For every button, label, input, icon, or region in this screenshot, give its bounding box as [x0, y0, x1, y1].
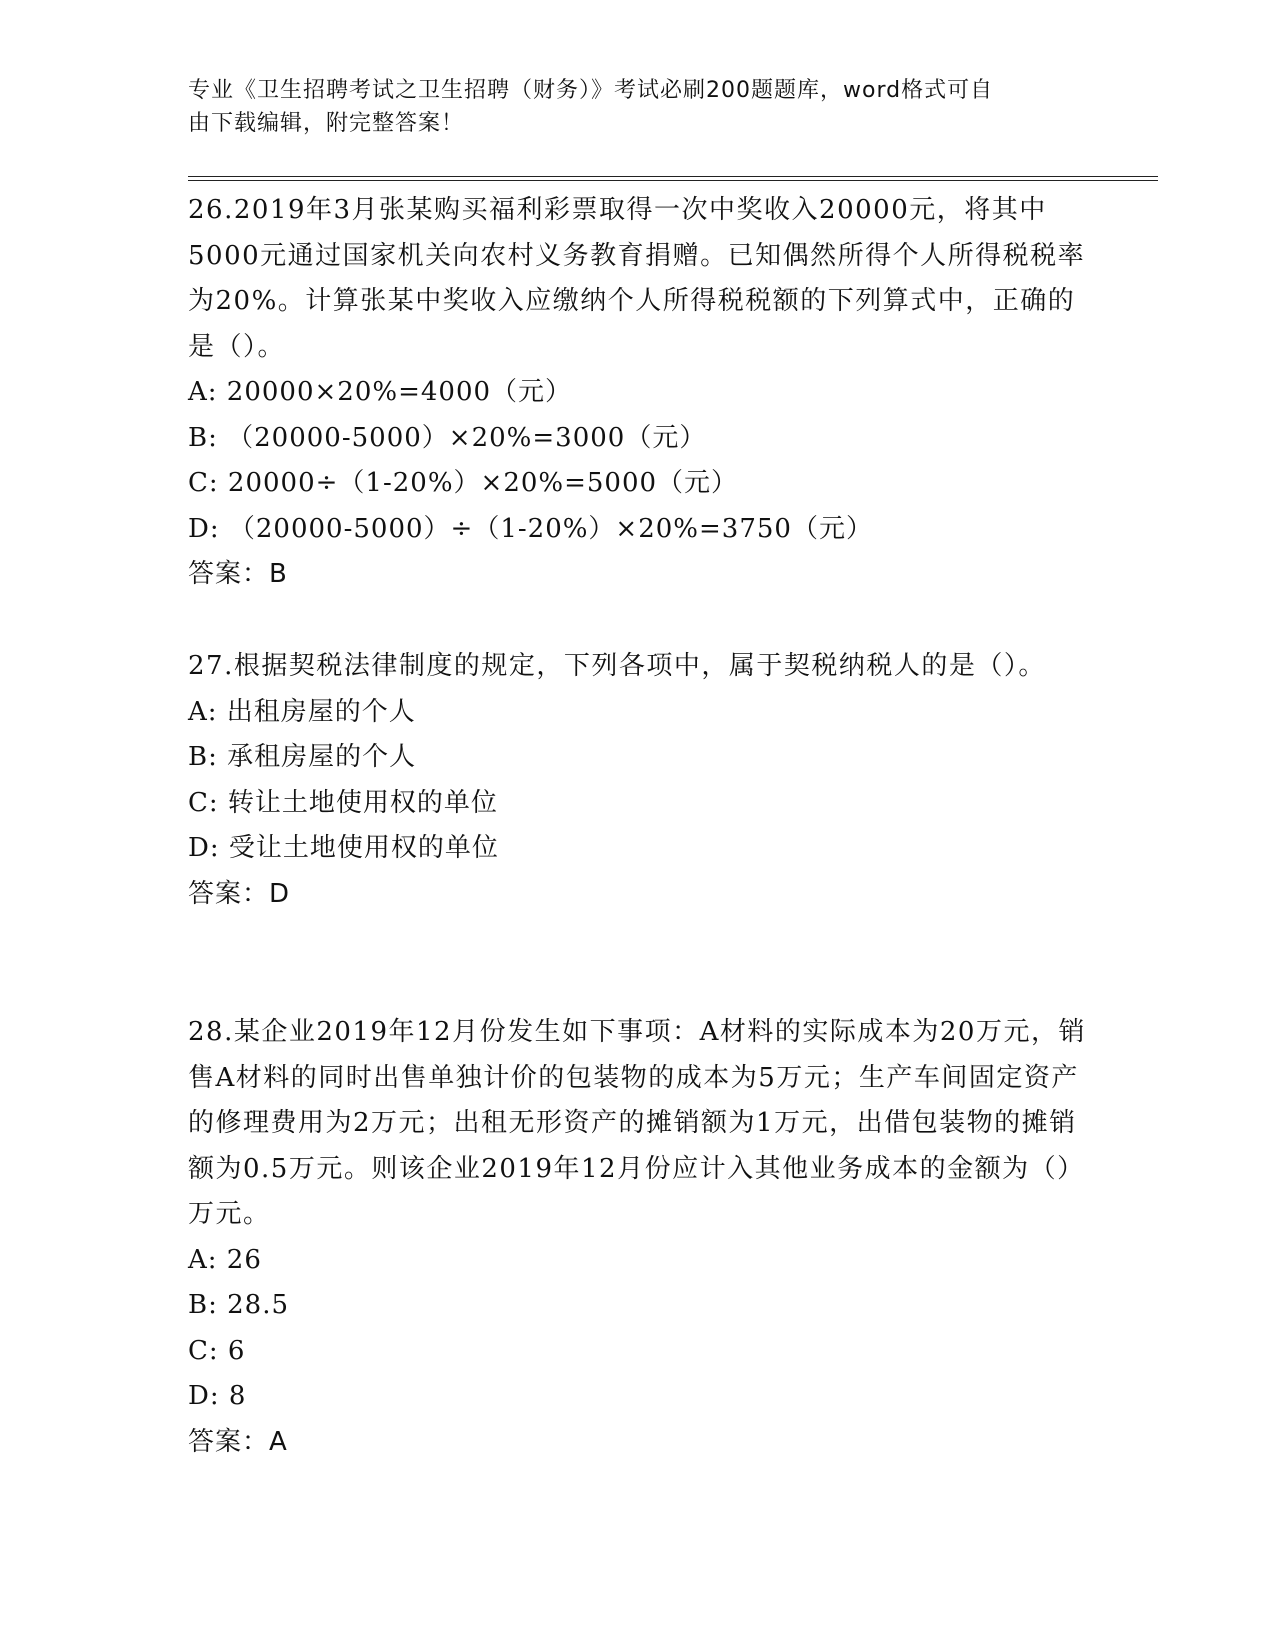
- option-c: C: 20000÷（1-20%）×20%=5000（元）: [188, 468, 739, 498]
- answer-line: 答案：A: [188, 1426, 288, 1457]
- option-c: C: 转让土地使用权的单位: [188, 787, 498, 818]
- question-stem: 28.某企业2019年12月份发生如下事项：A材料的实际成本为20万元，销售A材料的同时出售单独计价的包装物的成本为5万元；生产车间固定资产的修理费用为2万元；出租无形资产的摊销额为1万元，出借包装物的摊销额为0.5万元。则该企业2019年12月份应计入其他业务成本的金额为（）万元。: [188, 1017, 1086, 1229]
- option-d: D: 受让土地使用权的单位: [188, 833, 499, 863]
- answer-line: 答案：D: [188, 878, 291, 909]
- document-header: [188, 74, 1088, 140]
- question-stem: 26.2019年3月张某购买福利彩票取得一次中奖收入20000元，将其中5000元通过国家机关向农村义务教育捐赠。已知偶然所得个人所得税税率为20%。计算张某中奖收入应缴纳个人所得税税额的下列算式中，正确的是（）。: [188, 195, 1086, 362]
- question-26: [188, 188, 1088, 598]
- option-b: B: 承租房屋的个人: [188, 742, 417, 772]
- answer-line: 答案：B: [188, 559, 288, 589]
- question-28: [188, 1010, 1088, 1465]
- option-a: A: 26: [188, 1244, 262, 1275]
- option-b: B: 28.5: [188, 1290, 290, 1320]
- option-a: A: 出租房屋的个人: [188, 696, 416, 727]
- header-divider: [188, 176, 1158, 181]
- question-stem: 27.根据契税法律制度的规定，下列各项中，属于契税纳税人的是（）。: [188, 651, 1046, 681]
- option-b: B: （20000-5000）×20%=3000（元）: [188, 422, 707, 453]
- question-27: [188, 644, 1088, 917]
- option-a: A: 20000×20%=4000（元）: [188, 377, 573, 407]
- option-c: C: 6: [188, 1335, 246, 1366]
- header-line-2: 由下载编辑，附完整答案！: [188, 111, 465, 136]
- option-d: D: （20000-5000）÷（1-20%）×20%=3750（元）: [188, 513, 873, 544]
- header-line-1: 专业《卫生招聘考试之卫生招聘（财务）》考试必刷200题题库，word格式可自: [188, 78, 994, 103]
- option-d: D: 8: [188, 1381, 247, 1411]
